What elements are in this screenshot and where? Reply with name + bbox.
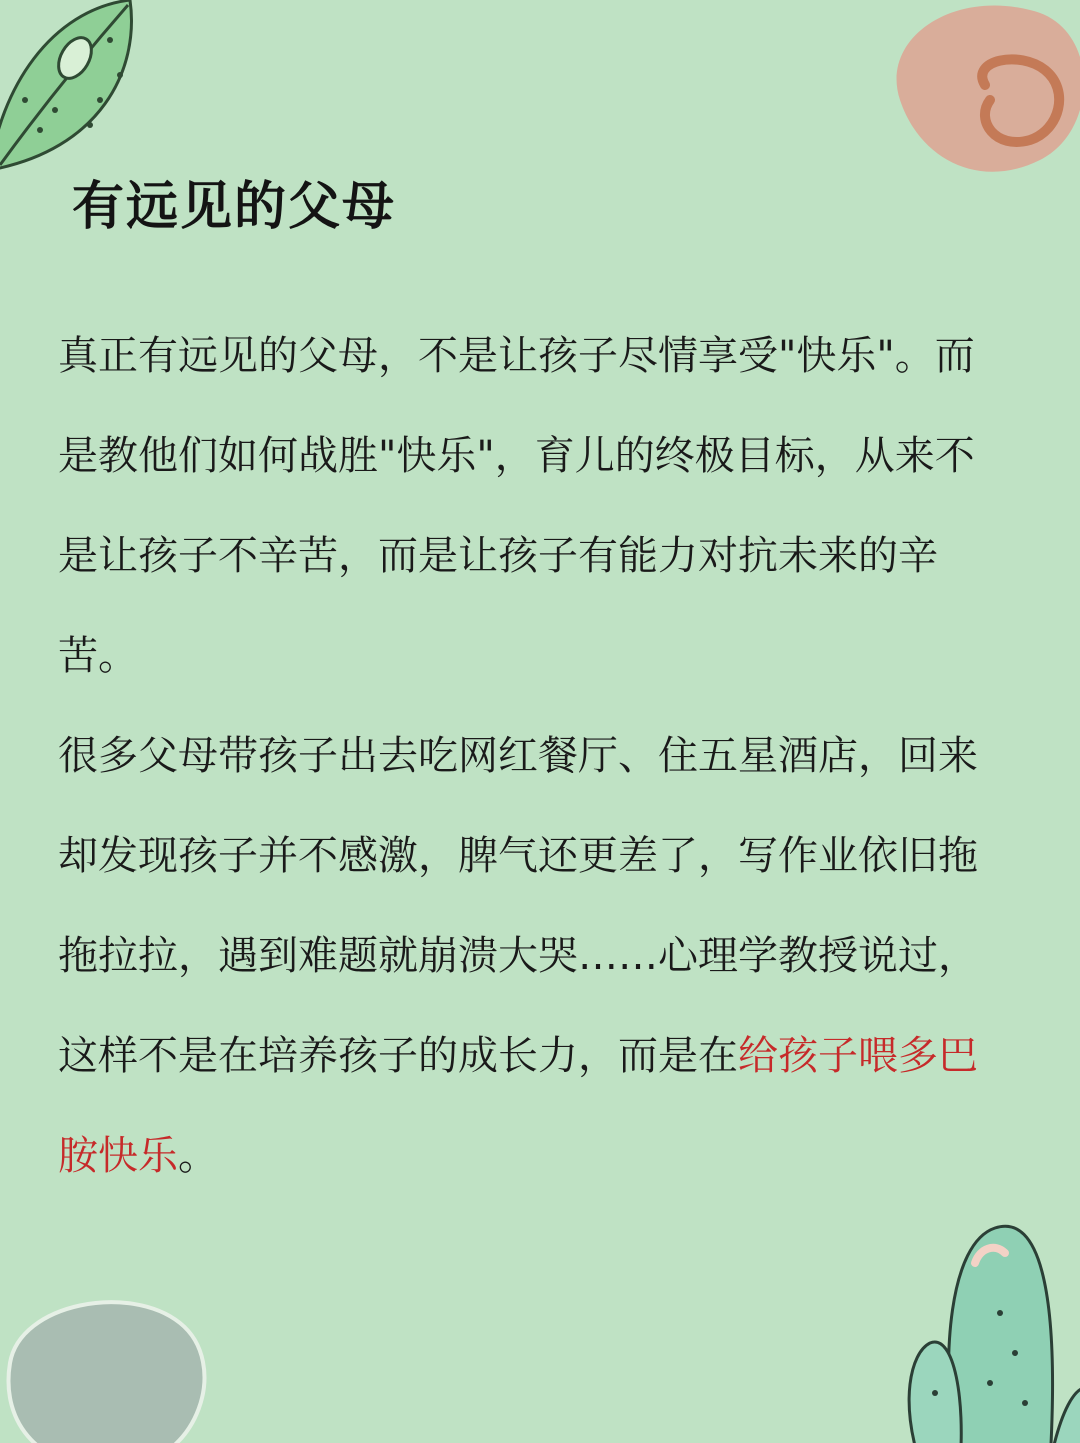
page-title: 有远见的父母 bbox=[72, 177, 397, 237]
leaf-icon bbox=[0, 0, 160, 190]
round-blob-icon bbox=[0, 1273, 220, 1443]
highlighted-phrase: 给孩子喂多巴胺快乐 bbox=[58, 1033, 978, 1179]
article-body bbox=[58, 306, 978, 1206]
paragraph-2-text-before: 很多父母带孩子出去吃网红餐厅、住五星酒店，回来却发现孩子并不感激，脾气还更差了，写作业依旧拖拖拉拉，遇到难题就崩溃大哭……心理学教授说过，这样不是在培养孩子的成长力，而是在 bbox=[58, 733, 978, 1079]
paragraph-2-text-after: 。 bbox=[178, 1133, 218, 1179]
cactus-icon bbox=[900, 1203, 1080, 1443]
paragraph-2 bbox=[58, 706, 978, 1206]
blob-icon bbox=[870, 0, 1080, 190]
paragraph-1: 真正有远见的父母，不是让孩子尽情享受"快乐"。而是教他们如何战胜"快乐"，育儿的终极目标，从来不是让孩子不辛苦，而是让孩子有能力对抗未来的辛苦。 bbox=[58, 333, 975, 679]
